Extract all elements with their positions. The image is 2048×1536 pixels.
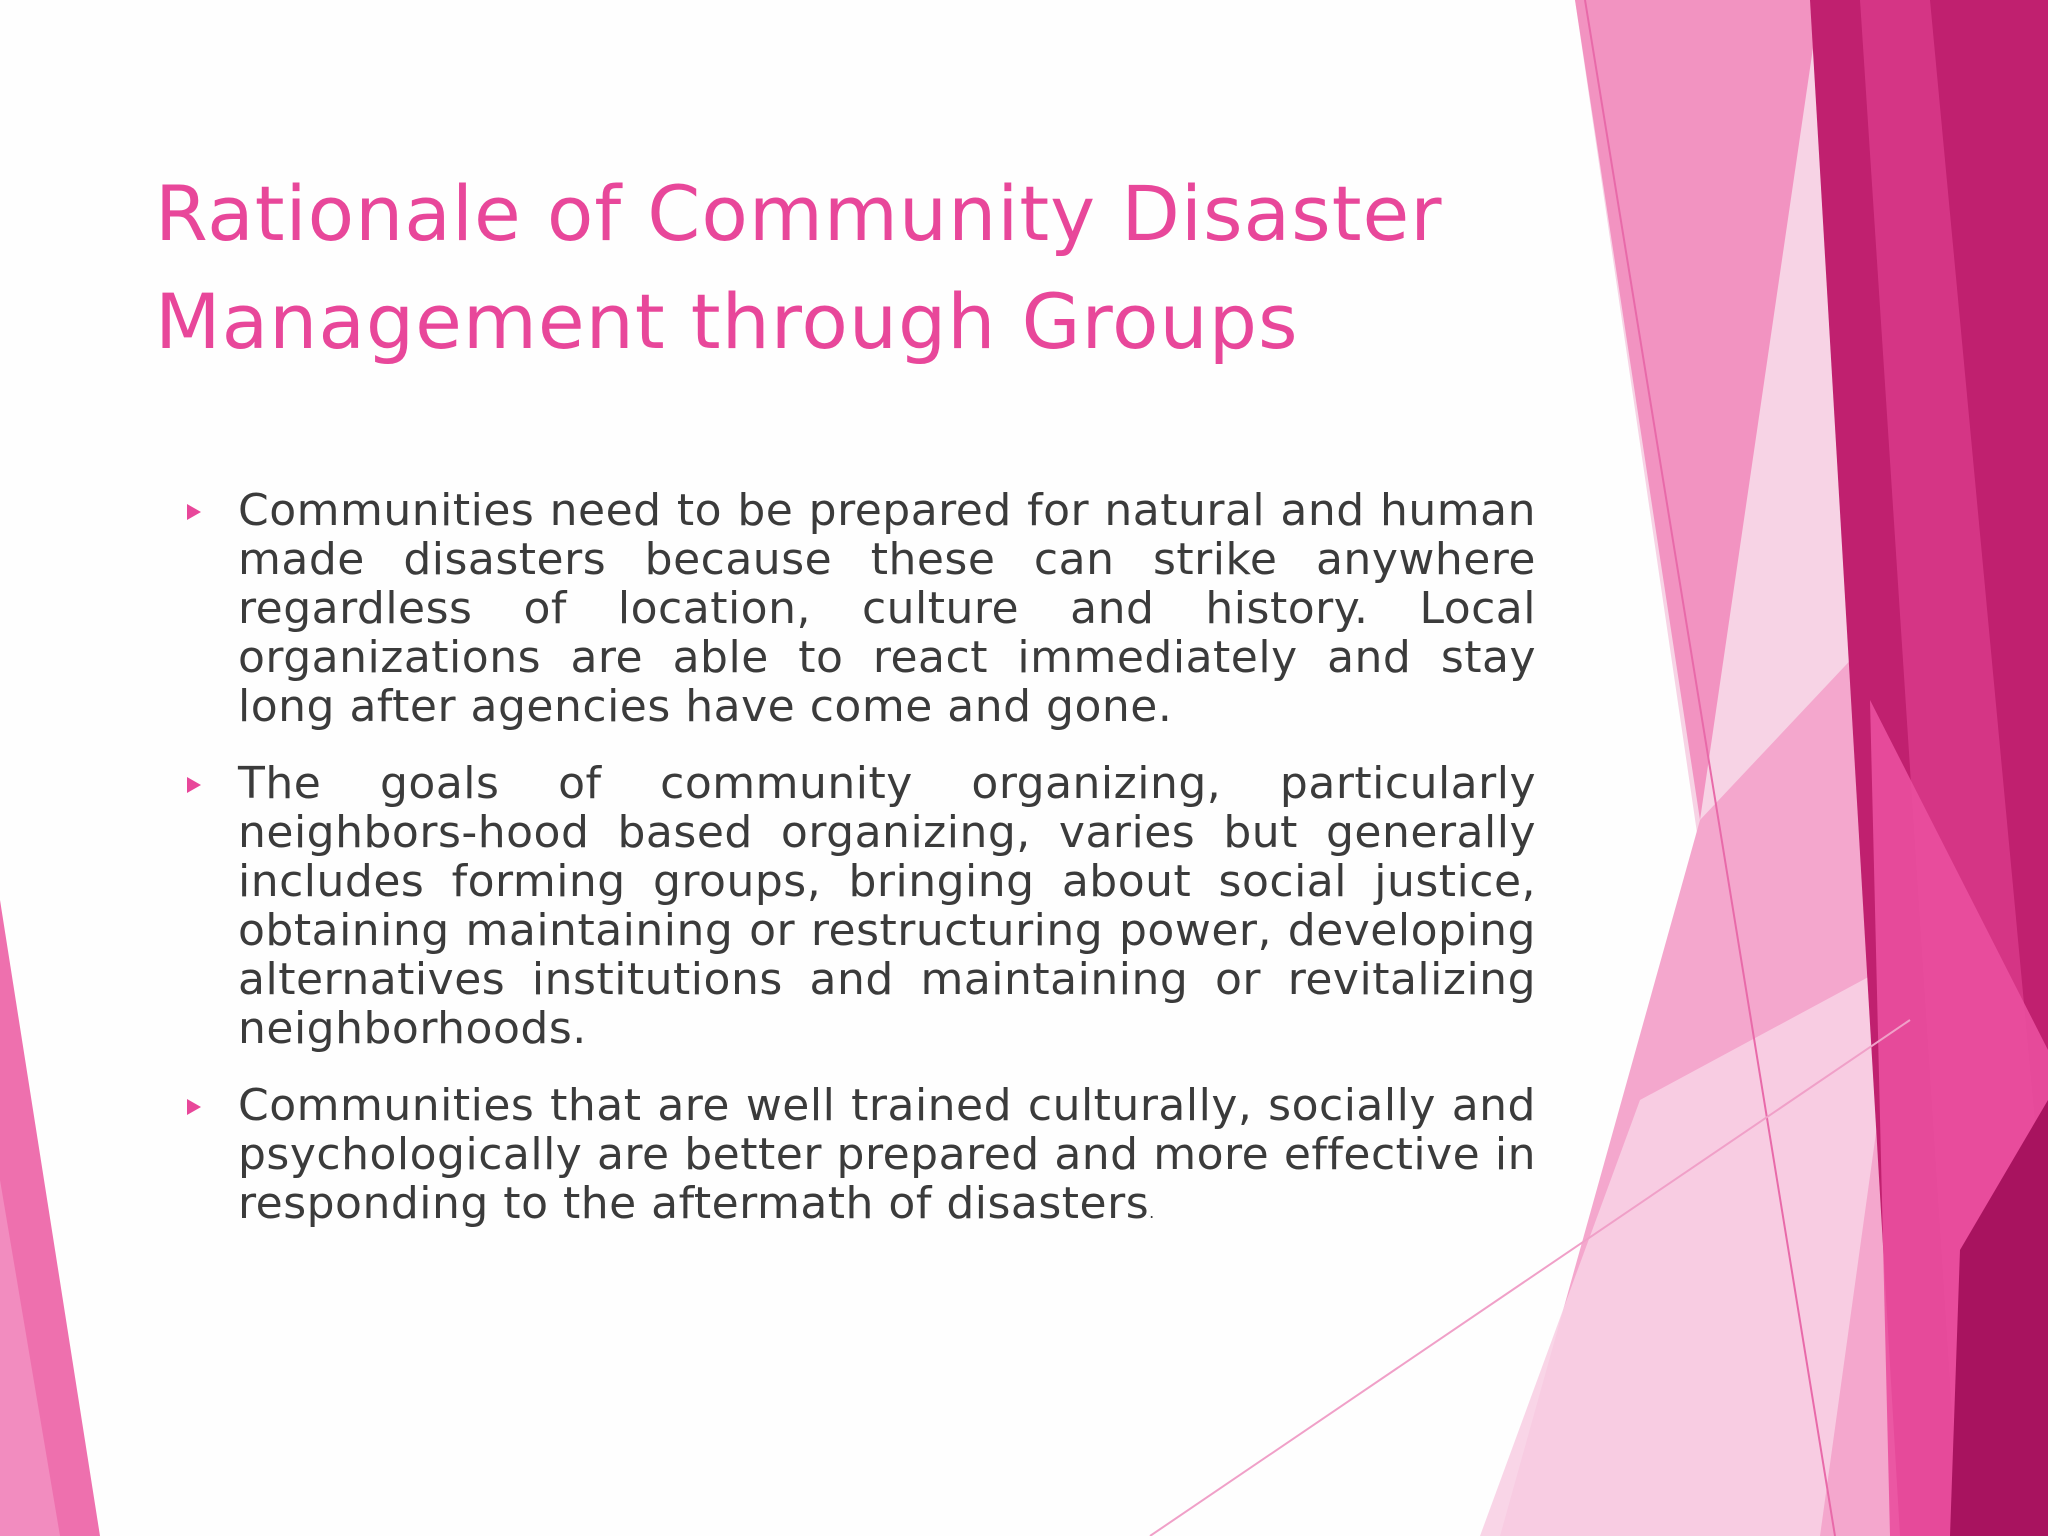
slide-title: Rationale of Community Disaster Management through Groups	[155, 169, 1443, 366]
bullet-text: Communities need to be prepared for natural and human made disasters because these can strike anywhere regardless of location, culture and history. Local organizations are able to react immediately and stay long after agencies have come and gone.	[238, 485, 1536, 732]
bullet-text: The goals of community organizing, particularly neighbors-hood based organizing, varies but generally includes forming groups, bringing about social justice, obtaining maintaining or restructuring power, developing alternatives institutions and maintaining or revitalizing neighborhoods.	[238, 758, 1536, 1054]
triangle-bullet-icon	[187, 504, 201, 520]
bullet-item	[180, 759, 1536, 1053]
bullet-item	[180, 1081, 1536, 1237]
triangle-bullet-icon	[187, 1099, 201, 1115]
bullet-text-container	[238, 1081, 1536, 1237]
bullet-item	[180, 486, 1536, 731]
bullet-list	[180, 486, 1536, 1265]
bullet-text: Communities that are well trained culturally, socially and psychologically are better prepared and more effective in responding to the aftermath of disasters	[238, 1080, 1536, 1229]
triangle-bullet-icon	[187, 777, 201, 793]
bullet-trailing-period: .	[1149, 1203, 1155, 1222]
